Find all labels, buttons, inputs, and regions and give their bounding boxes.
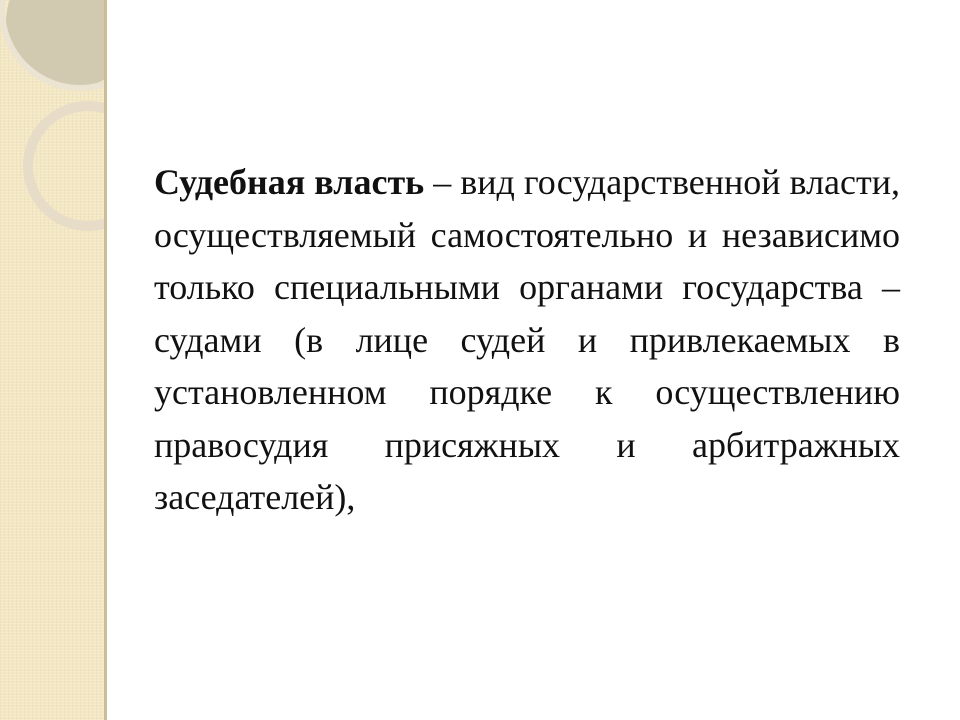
definition-text: – вид государственной власти, осуществляемый самостоятельно и независимо только специальными органами государства – судами (в лице судей и привлекаемых в установленном порядке к осуществлению правосудия присяжных и арбитражных заседателей), [154,162,901,517]
decor-ring-middle [28,106,104,226]
sidebar-divider [104,0,107,720]
definition-paragraph [154,156,900,524]
decor-disc [6,0,104,88]
definition-term: Судебная власть [154,162,425,202]
decorative-circles-graphic [0,0,104,720]
decorative-sidebar [0,0,104,720]
